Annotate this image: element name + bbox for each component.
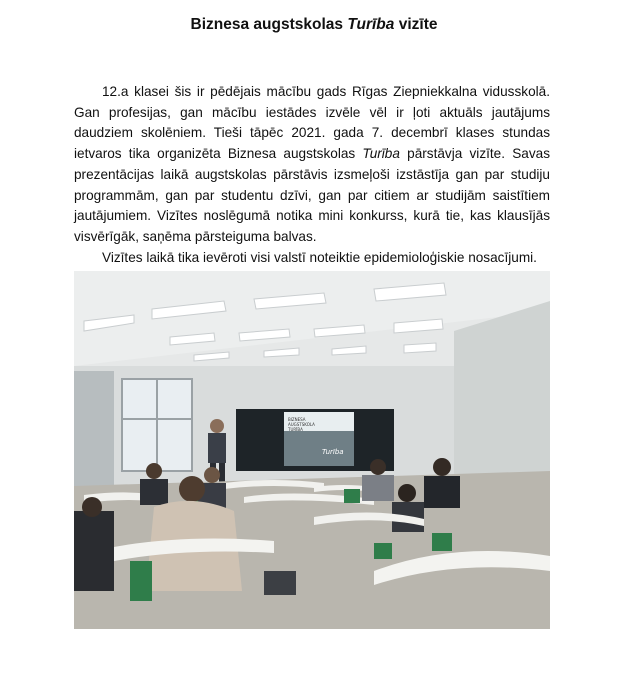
classroom-photo [74, 271, 550, 629]
page-title: Biznesa augstskolas Turība vizīte [190, 16, 438, 33]
screen-sign: Turība [322, 448, 344, 456]
title-emphasis: Turība [347, 16, 395, 33]
paragraph-1: 12.a klasei šis ir pēdējais mācību gads Rīgas Ziepniekkalna vidusskolā. Gan profesijas, gan mācību iestādes izvēle vēl ir ļoti aktuāls jautājums daudziem skolēniem. Tieši tāpēc 2021. gada 7. decembrī klases stundas ietvaros tika organizēta Biznesa augstskolas Turība pārstāvja vizīte. Savas prezentācijas laikā augstskolas pārstāvis izsmeļoši izstāstīja gan par studiju programmām, gan par studentu dzīvi, gan par citiem ar studijām saistītiem jautājumiem. Vizītes noslēgumā notika mini konkurss, kurā tie, kas klausījās visvērīgāk, saņēma pārsteiguma balvas. [74, 84, 550, 244]
screen-text-1: BIZNESA [288, 417, 306, 422]
paragraph-2: Vizītes laikā tika ievēroti visi valstī noteiktie epidemioloģiskie nosacījumi. [102, 249, 537, 265]
article-body [74, 82, 550, 268]
screen-text-2: AUGSTSKOLA [288, 422, 315, 427]
paragraph-emphasis: Turība [362, 146, 400, 162]
screen-text-3: TURĪBA [288, 427, 303, 432]
